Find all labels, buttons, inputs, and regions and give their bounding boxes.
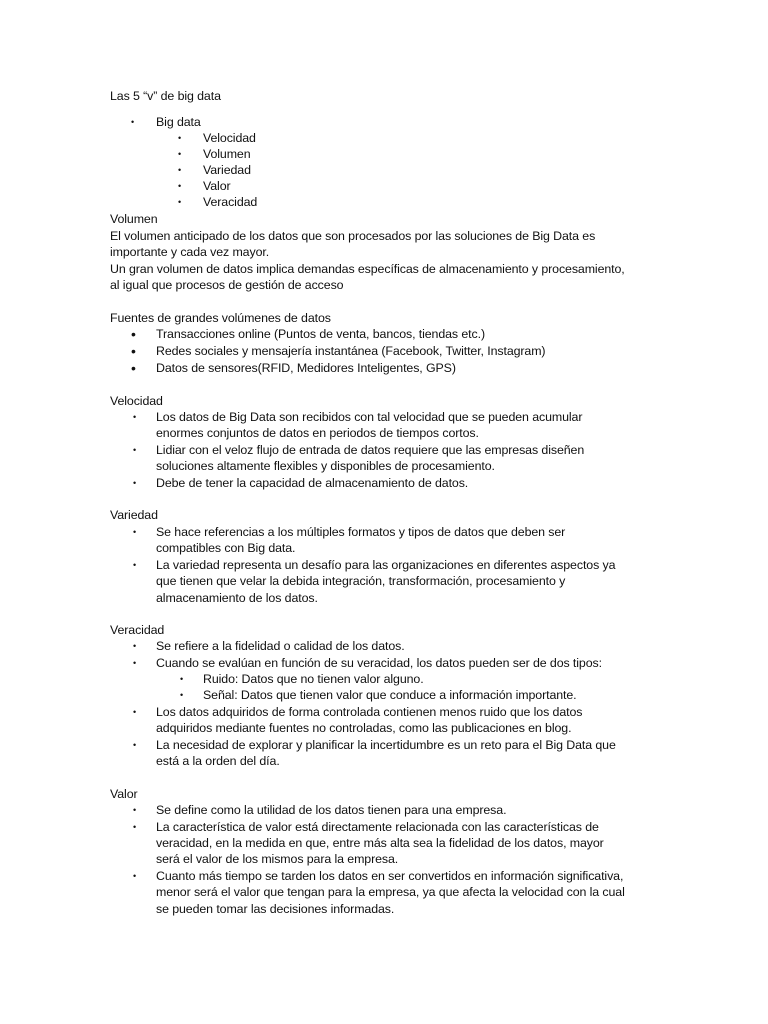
overview-subitem: Volumen [203, 147, 251, 161]
bullet-icon: • [180, 674, 184, 684]
section-heading-fuentes: Fuentes de grandes volúmenes de datos [110, 311, 331, 325]
bullet-icon: • [133, 641, 137, 651]
list-item: Datos de sensores(RFID, Medidores Inteligentes, GPS) [156, 361, 456, 375]
bullet-icon: • [133, 658, 137, 668]
bullet-icon: • [133, 805, 137, 815]
list-item: La característica de valor está directamente relacionada con las características de [156, 820, 599, 834]
list-item: Se define como la utilidad de los datos tienen para una empresa. [156, 803, 507, 817]
bullet-icon: • [133, 822, 137, 832]
list-item: Cuanto más tiempo se tarden los datos en ser convertidos en información significativa, [156, 869, 624, 883]
list-item: La variedad representa un desafío para las organizaciones en diferentes aspectos ya [156, 558, 616, 572]
list-item: Cuando se evalúan en función de su veracidad, los datos pueden ser de dos tipos: [156, 656, 602, 670]
sub-list-item: Señal: Datos que tienen valor que conduce a información importante. [203, 688, 577, 702]
bullet-icon: • [133, 445, 137, 455]
paragraph-line: El volumen anticipado de los datos que son procesados por las soluciones de Big Data es [110, 229, 596, 243]
paragraph-line: importante y cada vez mayor. [110, 245, 270, 259]
list-item: Lidiar con el veloz flujo de entrada de datos requiere que las empresas diseñen [156, 443, 585, 457]
bullet-icon: • [133, 560, 137, 570]
list-item-continuation: veracidad, en la medida en que, entre más alta sea la fidelidad de los datos, mayor [156, 836, 604, 850]
bullet-icon: • [131, 343, 136, 359]
bullet-icon: • [133, 871, 137, 881]
list-item-continuation: soluciones altamente flexibles y disponibles de procesamiento. [156, 459, 495, 473]
list-item-continuation: adquiridos mediante fuentes no controladas, como las publicaciones en blog. [156, 721, 572, 735]
section-heading-velocidad: Velocidad [110, 394, 163, 408]
bullet-icon: • [133, 707, 137, 717]
bullet-icon: • [131, 360, 136, 376]
bullet-icon: • [131, 117, 135, 127]
bullet-icon: • [133, 527, 137, 537]
overview-subitem: Velocidad [203, 131, 256, 145]
overview-subitem: Valor [203, 179, 231, 193]
list-item-continuation: está a la orden del día. [156, 754, 280, 768]
bullet-icon: • [178, 181, 182, 191]
bullet-icon: • [180, 690, 184, 700]
list-item: Los datos adquiridos de forma controlada contienen menos ruido que los datos [156, 705, 583, 719]
overview-subitem: Variedad [203, 163, 251, 177]
bullet-icon: • [131, 326, 136, 342]
document-title: Las 5 “v” de big data [110, 89, 221, 103]
list-item: Se hace referencias a los múltiples formatos y tipos de datos que deben ser [156, 525, 566, 539]
list-item: Redes sociales y mensajería instantánea (Facebook, Twitter, Instagram) [156, 344, 546, 358]
section-heading-volumen: Volumen [110, 212, 158, 226]
list-item-continuation: que tienen que velar la debida integración, transformación, procesamiento y [156, 574, 566, 588]
list-item-continuation: enormes conjuntos de datos en periodos de tiempos cortos. [156, 426, 479, 440]
list-item-continuation: menor será el valor que tengan para la empresa, ya que afecta la velocidad con la cual [156, 885, 625, 899]
list-item: Los datos de Big Data son recibidos con tal velocidad que se pueden acumular [156, 410, 583, 424]
list-item-continuation: será el valor de los mismos para la empresa. [156, 852, 399, 866]
bullet-icon: • [178, 133, 182, 143]
sub-list-item: Ruido: Datos que no tienen valor alguno. [203, 672, 424, 686]
bullet-icon: • [133, 740, 137, 750]
list-item-continuation: compatibles con Big data. [156, 541, 296, 555]
bullet-icon: • [178, 165, 182, 175]
paragraph-line: al igual que procesos de gestión de acceso [110, 278, 344, 292]
section-heading-variedad: Variedad [110, 508, 158, 522]
paragraph-line: Un gran volumen de datos implica demandas específicas de almacenamiento y procesamiento, [110, 262, 625, 276]
overview-item: Big data [156, 115, 201, 129]
bullet-icon: • [178, 149, 182, 159]
overview-subitem: Veracidad [203, 195, 258, 209]
list-item: Debe de tener la capacidad de almacenamiento de datos. [156, 476, 469, 490]
bullet-icon: • [133, 412, 137, 422]
list-item: La necesidad de explorar y planificar la incertidumbre es un reto para el Big Data que [156, 738, 616, 752]
bullet-icon: • [178, 197, 182, 207]
bullet-icon: • [133, 478, 137, 488]
list-item: Se refiere a la fidelidad o calidad de los datos. [156, 639, 405, 653]
list-item-continuation: se pueden tomar las decisiones informadas. [156, 902, 395, 916]
list-item-continuation: almacenamiento de los datos. [156, 591, 318, 605]
section-heading-valor: Valor [110, 787, 138, 801]
section-heading-veracidad: Veracidad [110, 623, 165, 637]
list-item: Transacciones online (Puntos de venta, bancos, tiendas etc.) [156, 327, 485, 341]
